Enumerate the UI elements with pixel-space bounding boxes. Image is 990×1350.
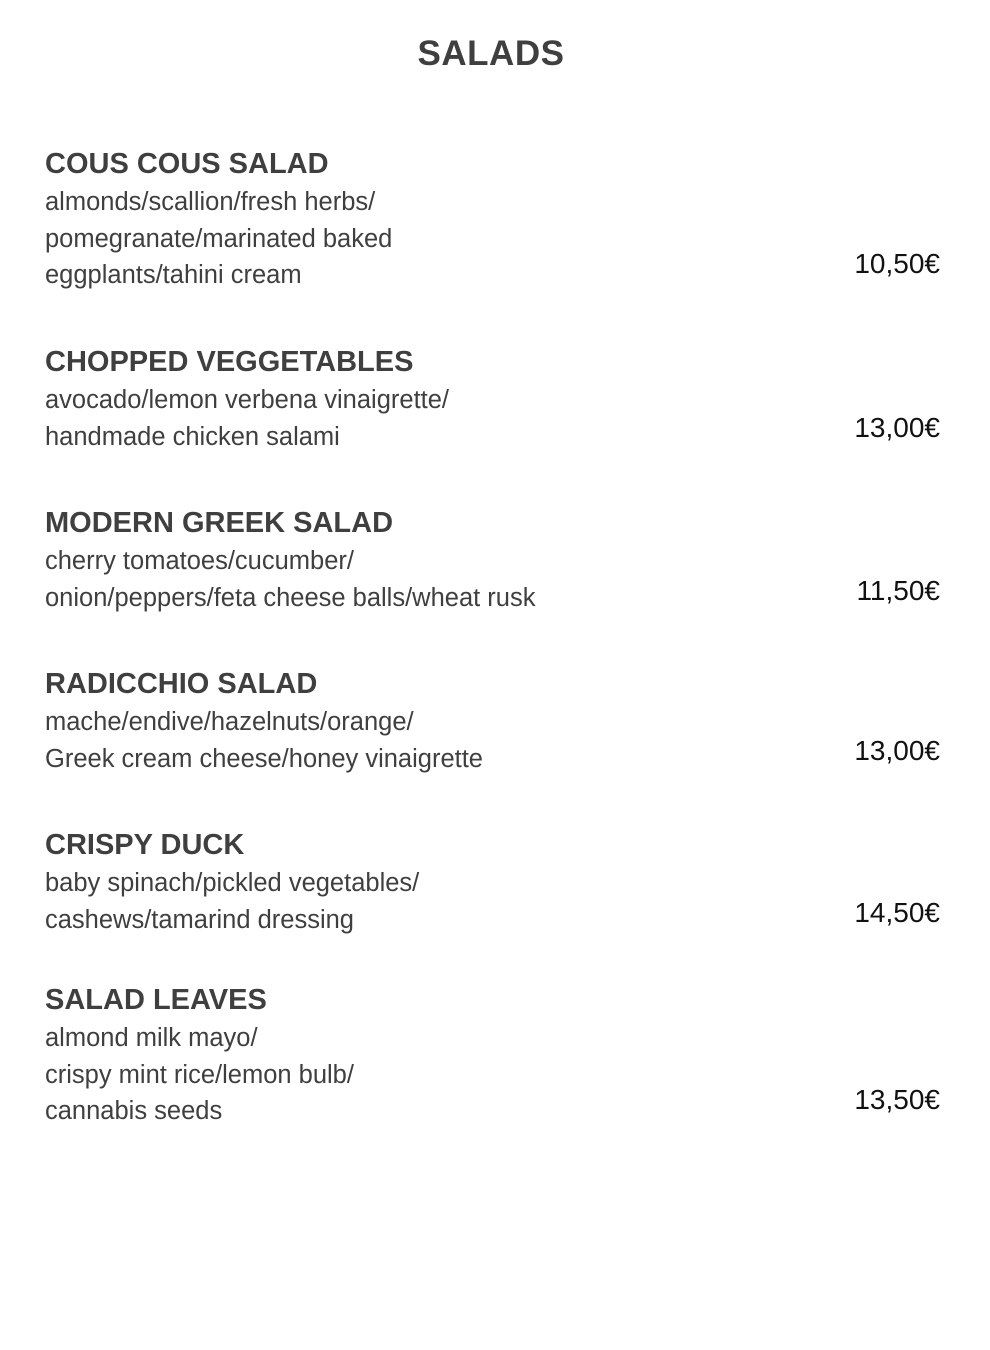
menu-item-crispy-duck <box>45 825 940 938</box>
page-title: SALADS <box>417 34 565 73</box>
item-name: CHOPPED VEGGETABLES <box>45 346 414 378</box>
item-price: 13,00€ <box>854 735 940 766</box>
item-price: 10,50€ <box>854 248 940 279</box>
description-line: onion/peppers/feta cheese balls/wheat rusk <box>45 583 536 612</box>
menu-item-modern-greek-salad <box>45 503 940 616</box>
item-price: 13,50€ <box>854 1084 940 1115</box>
description-line: almond milk mayo/ <box>45 1024 258 1052</box>
description-line: cannabis seeds <box>45 1097 223 1125</box>
item-description <box>45 543 940 616</box>
description-line: eggplants/tahini cream <box>45 261 302 289</box>
item-name: RADICCHIO SALAD <box>45 668 318 700</box>
item-price: 11,50€ <box>856 575 940 606</box>
description-line: baby spinach/pickled vegetables/ <box>45 869 420 897</box>
item-price: 14,50€ <box>854 897 940 928</box>
item-price: 13,00€ <box>854 412 940 443</box>
item-name: COUS COUS SALAD <box>45 148 329 180</box>
item-description <box>45 1020 940 1130</box>
menu-item-cous-cous-salad <box>45 144 940 294</box>
item-description <box>45 704 940 777</box>
menu-item-radicchio-salad <box>45 664 940 777</box>
description-line: avocado/lemon verbena vinaigrette/ <box>45 386 450 414</box>
item-description <box>45 382 940 455</box>
description-line: cherry tomatoes/cucumber/ <box>45 547 354 575</box>
item-name: CRISPY DUCK <box>45 829 245 861</box>
menu-item-chopped-veggetables <box>45 342 940 455</box>
item-description <box>45 865 940 938</box>
description-line: crispy mint rice/lemon bulb/ <box>45 1060 354 1089</box>
menu-item-salad-leaves <box>45 980 940 1130</box>
description-line: Greek cream cheese/honey vinaigrette <box>45 744 483 773</box>
description-line: cashews/tamarind dressing <box>45 905 354 934</box>
item-name: MODERN GREEK SALAD <box>45 507 394 539</box>
item-description <box>45 184 940 294</box>
description-line: mache/endive/hazelnuts/orange/ <box>45 708 414 736</box>
description-line: almonds/scallion/fresh herbs/ <box>45 188 376 216</box>
item-name: SALAD LEAVES <box>45 984 267 1016</box>
description-line: pomegranate/marinated baked <box>45 224 393 253</box>
description-line: handmade chicken salami <box>45 422 340 451</box>
